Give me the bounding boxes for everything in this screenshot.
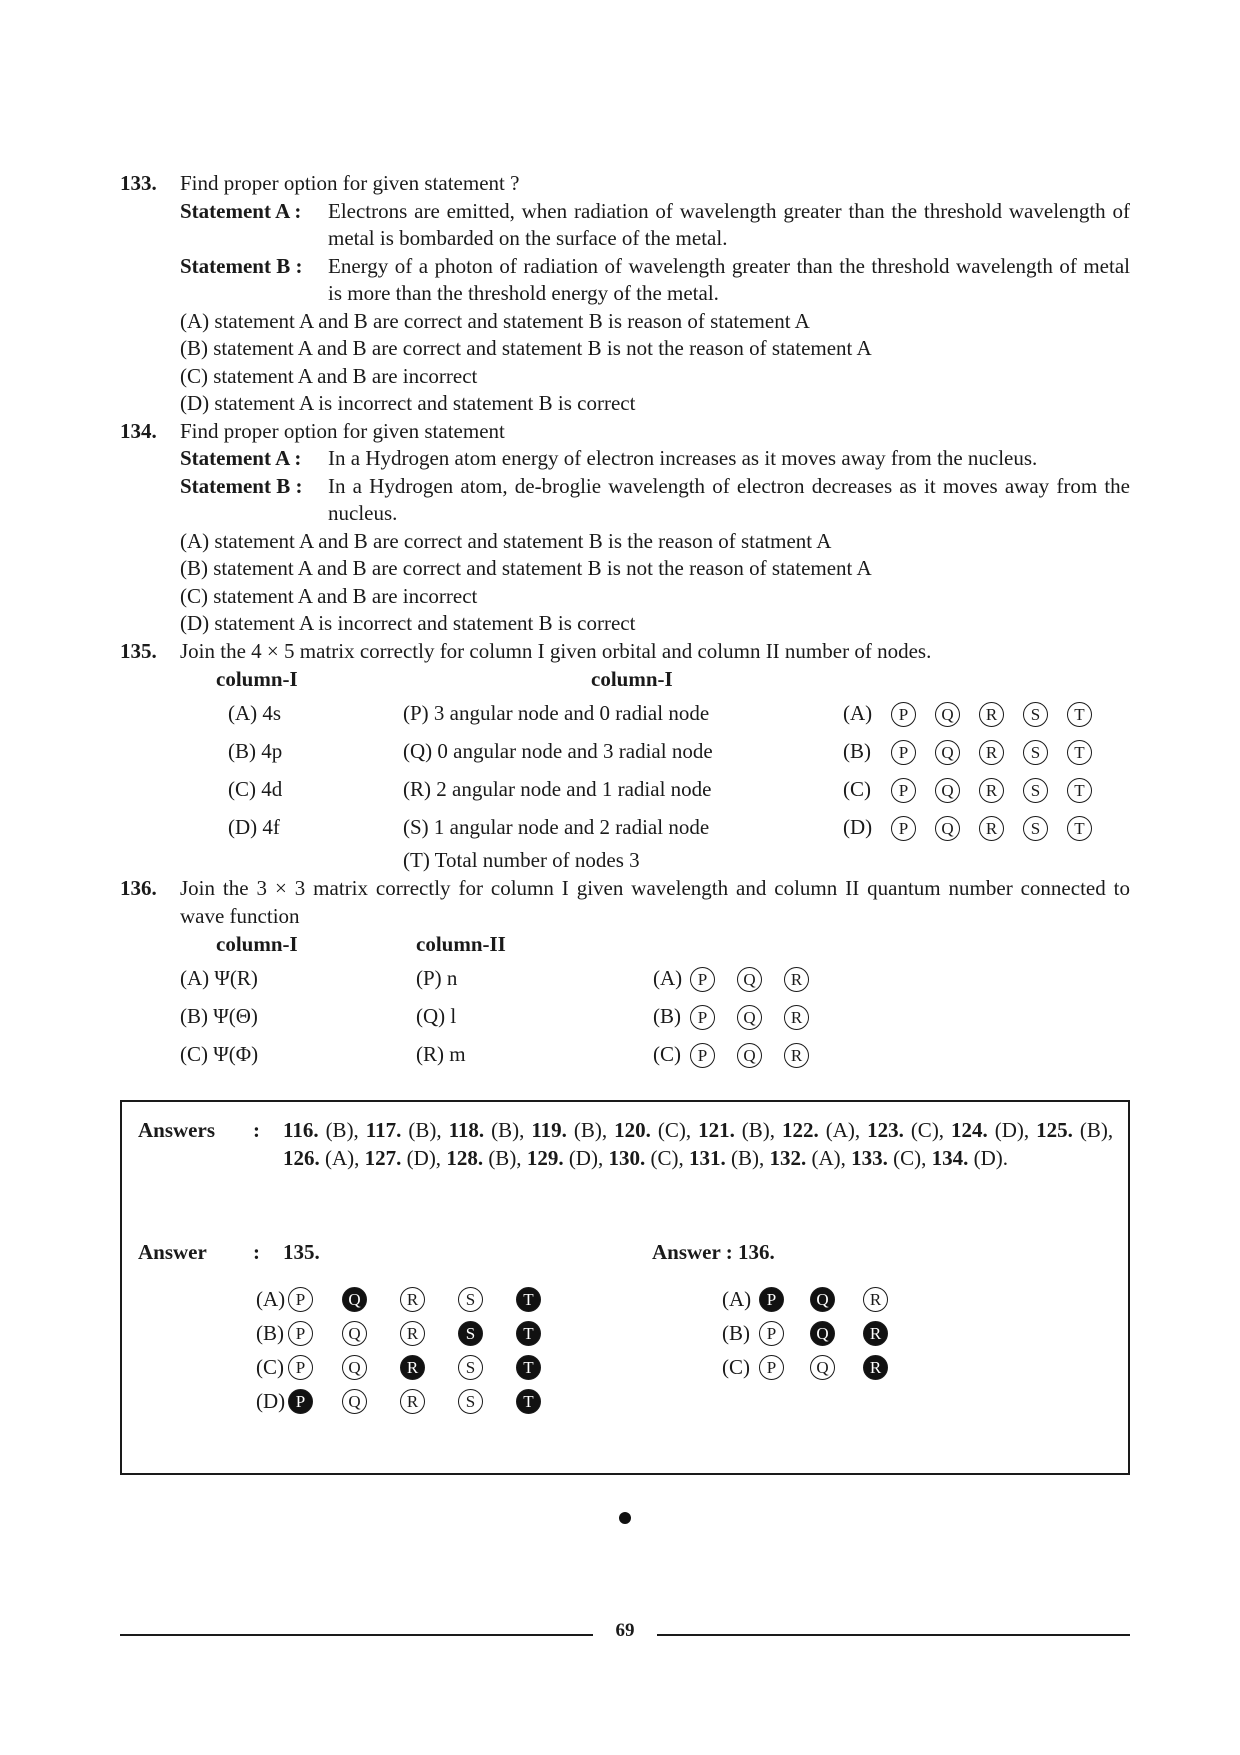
- question-135: [120, 638, 1130, 876]
- page-number: 69: [615, 1620, 635, 1641]
- answer-q-number: 119.: [531, 1118, 567, 1142]
- bubble-row: [256, 1285, 574, 1313]
- question-133: [120, 170, 1130, 418]
- bubble-t: T: [516, 1389, 541, 1414]
- bubble-q[interactable]: Q: [737, 967, 762, 992]
- bubble-p[interactable]: P: [891, 702, 916, 727]
- row-label: (A): [722, 1287, 752, 1311]
- answer-choice: (B),: [1079, 1118, 1114, 1142]
- bubble-q: Q: [342, 1321, 367, 1346]
- row-label: (C): [843, 777, 871, 802]
- answer-row: [722, 1316, 916, 1350]
- answer-item: [531, 1118, 607, 1142]
- option-c: (C) statement A and B are incorrect: [180, 583, 478, 608]
- answer-choice: (C),: [657, 1118, 692, 1142]
- bubble-r[interactable]: R: [979, 740, 1004, 765]
- question-number: 134.: [120, 418, 157, 443]
- match-table: [180, 960, 1130, 1074]
- row-label: (C): [722, 1355, 750, 1379]
- bubble-p: P: [288, 1355, 313, 1380]
- answer-list: [283, 1116, 1113, 1172]
- bubble-p[interactable]: P: [891, 816, 916, 841]
- bubble-row: [722, 1319, 916, 1347]
- answers-colon: :: [253, 1118, 260, 1142]
- column-1-item: (A) Ψ(R): [180, 966, 258, 991]
- bubble-r[interactable]: R: [979, 778, 1004, 803]
- answer-row: [256, 1350, 574, 1384]
- answer-choice: (D),: [568, 1146, 604, 1170]
- bubble-r[interactable]: R: [784, 1005, 809, 1030]
- match-row: [180, 733, 1130, 771]
- bubble-t[interactable]: T: [1067, 740, 1092, 765]
- bubble-s[interactable]: S: [1023, 778, 1048, 803]
- row-label: (C): [256, 1355, 284, 1379]
- bubble-row: [256, 1319, 574, 1347]
- answers-label-text: Answers: [138, 1118, 215, 1142]
- bubble-q: Q: [342, 1389, 367, 1414]
- statement-a: [180, 445, 1130, 473]
- column-1-item: (B) 4p: [228, 739, 283, 764]
- question-prompt: Join the 4 × 5 matrix correctly for column I given orbital and column II number of nodes.: [180, 638, 932, 663]
- column-2-item: (T) Total number of nodes 3: [403, 848, 640, 873]
- column-1-header: column-I: [216, 667, 298, 692]
- answer-choice: (A),: [325, 1146, 360, 1170]
- answer-136-grid: [722, 1282, 916, 1384]
- column-2-header: column-I: [591, 667, 673, 692]
- statement-b: [180, 473, 1130, 528]
- bubble-row: [256, 1387, 574, 1415]
- bubble-r: R: [400, 1287, 425, 1312]
- column-1-item: (C) Ψ(Φ): [180, 1042, 259, 1067]
- answer-q-number: 131.: [688, 1146, 726, 1170]
- answer-row: [722, 1282, 916, 1316]
- footer-rule-right: [657, 1634, 1130, 1636]
- bubble-s: S: [458, 1321, 483, 1346]
- column-2-item: (P) n: [416, 966, 458, 991]
- question-number: 136.: [120, 876, 157, 900]
- bubble-p[interactable]: P: [690, 1005, 715, 1030]
- answer-item: [366, 1118, 442, 1142]
- bubble-r[interactable]: R: [784, 967, 809, 992]
- row-label: (A): [256, 1287, 286, 1311]
- match-row: [180, 847, 1130, 875]
- answer-choice: (C),: [893, 1146, 927, 1170]
- column-2-item: (R) 2 angular node and 1 radial node: [403, 777, 712, 802]
- answer-item: [446, 1146, 521, 1170]
- bubble-t: T: [516, 1321, 541, 1346]
- bubble-row: [722, 1353, 916, 1381]
- question-prompt: Join the 3 × 3 matrix correctly for column I given wavelength and column II quantum number connected to wave function: [180, 876, 1130, 928]
- bubble-row: [843, 700, 1111, 728]
- statement-b-label: Statement B :: [180, 253, 303, 278]
- bubble-s: S: [458, 1287, 483, 1312]
- column-2-item: (P) 3 angular node and 0 radial node: [403, 701, 710, 726]
- bubble-q: Q: [342, 1287, 367, 1312]
- answer-item: [283, 1146, 359, 1170]
- answer-key: [138, 1116, 1113, 1172]
- question-prompt: Find proper option for given statement ?: [180, 171, 520, 195]
- answer-q-number: 116.: [283, 1118, 319, 1142]
- row-label: (B): [843, 739, 871, 764]
- bubble-row: [843, 776, 1111, 804]
- answer-q-number: 118.: [448, 1118, 485, 1142]
- bubble-r[interactable]: R: [979, 702, 1004, 727]
- answer-q-number: 124.: [951, 1118, 988, 1142]
- answer-q-number: 129.: [526, 1146, 564, 1170]
- bubble-q[interactable]: Q: [935, 702, 960, 727]
- answer-item: [449, 1118, 525, 1142]
- answer-135-number: 135.: [283, 1240, 320, 1264]
- answers-label: [138, 1116, 260, 1144]
- bubble-q: Q: [342, 1355, 367, 1380]
- answer-item: [1036, 1118, 1113, 1142]
- answer-item: [614, 1118, 691, 1142]
- option-b: (B) statement A and B are correct and statement B is not the reason of statement A: [180, 336, 872, 360]
- column-headers: [180, 930, 1130, 960]
- bubble-t: T: [516, 1355, 541, 1380]
- statement-a-text: Electrons are emitted, when radiation of wavelength greater than the threshold wavelength of metal is bombarded on the surface of the metal.: [328, 198, 1130, 250]
- row-label: (B): [722, 1321, 750, 1345]
- bubble-p[interactable]: P: [690, 967, 715, 992]
- answer-item: [698, 1118, 775, 1142]
- row-label: (B): [256, 1321, 284, 1345]
- bubble-q[interactable]: Q: [935, 778, 960, 803]
- bubble-row: [653, 1003, 831, 1031]
- match-table: [180, 695, 1130, 875]
- match-row: [180, 695, 1130, 733]
- match-row: [180, 998, 1130, 1036]
- answer-item: [283, 1118, 359, 1142]
- answer-choice: (B),: [408, 1118, 442, 1142]
- row-label: (D): [843, 815, 873, 840]
- column-2-header: column-II: [416, 932, 506, 957]
- answer-item: [608, 1146, 683, 1170]
- bubble-p: P: [759, 1287, 784, 1312]
- statement-b-text: In a Hydrogen atom, de-broglie wavelength of electron decreases as it moves away from the nucleus.: [328, 473, 1130, 525]
- bubble-row: [843, 738, 1111, 766]
- answer-item: [851, 1146, 926, 1170]
- answer-choice: (D).: [973, 1146, 1009, 1170]
- bubble-p[interactable]: P: [690, 1043, 715, 1068]
- statement-a-label: Statement A :: [180, 198, 302, 223]
- answer-choice: (B),: [491, 1118, 525, 1142]
- bubble-r: R: [863, 1321, 888, 1346]
- bubble-r: R: [863, 1287, 888, 1312]
- answer-item: [782, 1118, 860, 1142]
- column-1-item: (D) 4f: [228, 815, 280, 840]
- bubble-q: Q: [810, 1355, 835, 1380]
- question-number: 135.: [120, 638, 157, 663]
- bubble-s[interactable]: S: [1023, 816, 1048, 841]
- answer-item: [951, 1118, 1029, 1142]
- bubble-q: Q: [810, 1321, 835, 1346]
- bubble-p: P: [759, 1321, 784, 1346]
- question-prompt: Find proper option for given statement: [180, 418, 505, 443]
- answer-item: [867, 1118, 944, 1142]
- answer-q-number: 121.: [698, 1118, 735, 1142]
- bubble-s: S: [458, 1355, 483, 1380]
- answer-item: [689, 1146, 764, 1170]
- answer-q-number: 120.: [614, 1118, 651, 1142]
- bubble-r[interactable]: R: [784, 1043, 809, 1068]
- answer-135-grid: [256, 1282, 574, 1418]
- match-row: [180, 809, 1130, 847]
- option-a: (A) statement A and B are correct and statement B is the reason of statment A: [180, 528, 832, 553]
- option-d: (D) statement A is incorrect and statement B is correct: [180, 611, 636, 635]
- answer-choice: (C),: [650, 1146, 684, 1170]
- bubble-row: [722, 1285, 916, 1313]
- answer-choice: (A),: [825, 1118, 861, 1142]
- answer-q-number: 127.: [364, 1146, 402, 1170]
- bubble-p: P: [288, 1389, 313, 1414]
- column-2-item: (Q) l: [416, 1004, 457, 1029]
- bubble-r: R: [400, 1389, 425, 1414]
- answer-q-number: 134.: [931, 1146, 969, 1170]
- question-134: [120, 418, 1130, 638]
- answer-choice: (B),: [573, 1118, 608, 1142]
- bubble-t[interactable]: T: [1067, 702, 1092, 727]
- answer-q-number: 126.: [283, 1146, 320, 1170]
- statement-b: [180, 253, 1130, 308]
- question-number: 133.: [120, 171, 157, 195]
- bubble-s[interactable]: S: [1023, 740, 1048, 765]
- answer-row: [256, 1282, 574, 1316]
- bubble-q[interactable]: Q: [935, 816, 960, 841]
- statement-a-label: Statement A :: [180, 446, 302, 470]
- answer-choice: (B),: [488, 1146, 522, 1170]
- bubble-t: T: [516, 1287, 541, 1312]
- match-row: [180, 1036, 1130, 1074]
- answer-row: [256, 1384, 574, 1418]
- bubble-r: R: [863, 1355, 888, 1380]
- row-label: (B): [653, 1004, 681, 1029]
- answer-q-number: 130.: [608, 1146, 646, 1170]
- question-page: [120, 170, 1130, 1074]
- column-2-item: (S) 1 angular node and 2 radial node: [403, 815, 710, 840]
- footer-rule-left: [120, 1634, 593, 1636]
- bubble-r: R: [400, 1355, 425, 1380]
- option-b: (B) statement A and B are correct and statement B is not the reason of statement A: [180, 556, 872, 580]
- answer-choice: (B),: [741, 1118, 776, 1142]
- bubble-p: P: [288, 1287, 313, 1312]
- column-1-item: (B) Ψ(Θ): [180, 1004, 258, 1029]
- column-1-item: (C) 4d: [228, 777, 283, 802]
- answer-q-number: 117.: [365, 1118, 402, 1142]
- answer-item: [527, 1146, 603, 1170]
- bubble-r: R: [400, 1321, 425, 1346]
- row-label: (C): [653, 1042, 681, 1067]
- option-c: (C) statement A and B are incorrect: [180, 363, 478, 388]
- answer-135-label: Answer: [138, 1240, 207, 1264]
- bubble-p[interactable]: P: [891, 778, 916, 803]
- answer-choice: (A),: [811, 1146, 846, 1170]
- bubble-row: [653, 965, 831, 993]
- column-headers: [180, 665, 1130, 695]
- column-1-item: (A) 4s: [228, 701, 282, 726]
- answer-q-number: 132.: [769, 1146, 807, 1170]
- bubble-t[interactable]: T: [1067, 816, 1092, 841]
- answer-q-number: 125.: [1036, 1118, 1073, 1142]
- column-2-item: (Q) 0 angular node and 3 radial node: [403, 739, 713, 764]
- statement-a-text: In a Hydrogen atom energy of electron increases as it moves away from the nucleus.: [328, 446, 1038, 470]
- statement-a: [180, 198, 1130, 253]
- answer-row: [256, 1316, 574, 1350]
- bubble-s[interactable]: S: [1023, 702, 1048, 727]
- bubble-p: P: [288, 1321, 313, 1346]
- answer-q-number: 133.: [851, 1146, 888, 1170]
- row-label: (A): [843, 701, 873, 726]
- bubble-row: [843, 814, 1111, 842]
- answer-q-number: 123.: [867, 1118, 904, 1142]
- bubble-row: [256, 1353, 574, 1381]
- answer-q-number: 122.: [782, 1118, 819, 1142]
- row-label: (D): [256, 1389, 286, 1413]
- bubble-q: Q: [810, 1287, 835, 1312]
- row-label: (A): [653, 966, 683, 991]
- option-d: (D) statement A is incorrect and statement B is correct: [180, 391, 636, 415]
- bubble-r[interactable]: R: [979, 816, 1004, 841]
- bubble-p: P: [759, 1355, 784, 1380]
- answers-box: [120, 1100, 1130, 1475]
- answer-135-heading: [138, 1238, 320, 1266]
- answer-item: [769, 1146, 845, 1170]
- question-136: [120, 875, 1130, 1074]
- bubble-row: [653, 1041, 831, 1069]
- option-a: (A) statement A and B are correct and statement B is reason of statement A: [180, 308, 810, 333]
- bubble-q[interactable]: Q: [935, 740, 960, 765]
- statement-b-label: Statement B :: [180, 473, 303, 498]
- column-1-header: column-I: [216, 932, 298, 957]
- answer-135-colon: :: [253, 1240, 260, 1264]
- answer-choice: (D),: [406, 1146, 442, 1170]
- answer-choice: (D),: [994, 1118, 1030, 1142]
- answer-choice: (B),: [730, 1146, 765, 1170]
- match-row: [180, 960, 1130, 998]
- bullet-dot: [619, 1512, 631, 1524]
- answer-136-heading: Answer : 136.: [652, 1240, 775, 1264]
- answer-choice: (C),: [910, 1118, 945, 1142]
- statement-b-text: Energy of a photon of radiation of wavelength greater than the threshold wavelength of metal is more than the threshold energy of the metal.: [328, 253, 1130, 305]
- bubble-q[interactable]: Q: [737, 1005, 762, 1030]
- answer-row: [722, 1350, 916, 1384]
- bubble-p[interactable]: P: [891, 740, 916, 765]
- match-row: [180, 771, 1130, 809]
- answer-item: [365, 1146, 441, 1170]
- answer-item: [932, 1146, 1008, 1170]
- bubble-q[interactable]: Q: [737, 1043, 762, 1068]
- bubble-s: S: [458, 1389, 483, 1414]
- answer-choice: (B),: [325, 1118, 359, 1142]
- answer-q-number: 128.: [446, 1146, 484, 1170]
- bubble-t[interactable]: T: [1067, 778, 1092, 803]
- column-2-item: (R) m: [416, 1042, 466, 1067]
